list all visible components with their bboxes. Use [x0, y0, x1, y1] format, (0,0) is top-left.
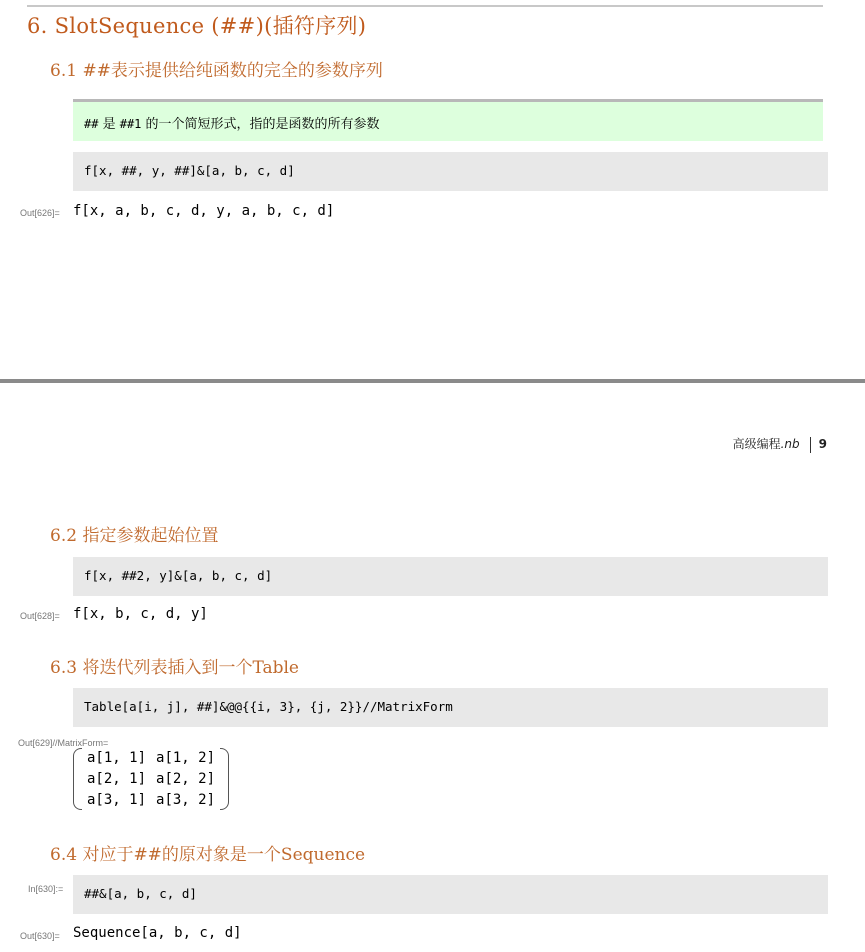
matrix-cell: a[2, 2]	[156, 770, 216, 787]
footer-extension: .nb	[780, 437, 800, 451]
input-label: In[630]:=	[28, 884, 64, 894]
matrix-row	[82, 748, 220, 769]
section-title: 6. SlotSequence (##)(插符序列)	[27, 14, 367, 38]
footer-separator	[810, 437, 811, 453]
input-cell-6-3[interactable]	[73, 688, 828, 727]
input-code[interactable]: ##&[a, b, c, d]	[84, 886, 197, 901]
output-label: Out[626]=	[20, 208, 60, 218]
page-number: 9	[818, 437, 827, 451]
output-label: Out[630]=	[20, 931, 60, 941]
section-divider	[27, 5, 823, 7]
output-label: Out[629]//MatrixForm=	[18, 738, 109, 748]
output-label: Out[628]=	[20, 611, 60, 621]
output-value: f[x, b, c, d, y]	[73, 606, 208, 622]
matrix-cell: a[1, 1]	[87, 750, 147, 767]
left-paren	[73, 748, 82, 810]
matrix-cell: a[2, 1]	[87, 770, 147, 787]
input-cell-6-2[interactable]	[73, 557, 828, 596]
right-paren	[220, 748, 229, 810]
footer-filename: 高级编程	[732, 437, 781, 451]
note-text: ## 是 ##1 的一个简短形式，指的是函数的所有参数	[84, 117, 380, 132]
matrix-output	[73, 748, 229, 810]
output-value: Sequence[a, b, c, d]	[73, 925, 242, 941]
matrix-row	[82, 769, 220, 790]
output-value: f[x, a, b, c, d, y, a, b, c, d]	[73, 203, 335, 219]
input-code[interactable]: f[x, ##2, y]&[a, b, c, d]	[84, 568, 273, 583]
input-code[interactable]: f[x, ##, y, ##]&[a, b, c, d]	[84, 163, 295, 178]
page-break-bar	[0, 379, 865, 383]
matrix-cell: a[3, 2]	[156, 791, 216, 808]
subsection-title-6-1: 6.1 ##表示提供给纯函数的完全的参数序列	[50, 61, 383, 81]
text-cell-note[interactable]	[73, 99, 823, 141]
subsection-title-6-2: 6.2 指定参数起始位置	[50, 526, 219, 546]
input-code[interactable]: Table[a[i, j], ##]&@@{{i, 3}, {j, 2}}//MatrixForm	[84, 699, 453, 714]
matrix-cell: a[3, 1]	[87, 791, 147, 808]
page-footer	[733, 435, 827, 453]
input-cell-6-1[interactable]	[73, 152, 828, 191]
subsection-title-6-3: 6.3 将迭代列表插入到一个Table	[50, 658, 299, 678]
input-cell-6-4[interactable]	[73, 875, 828, 914]
subsection-title-6-4: 6.4 对应于##的原对象是一个Sequence	[50, 845, 366, 865]
matrix-row	[82, 789, 220, 810]
matrix-table	[82, 748, 220, 810]
matrix-cell: a[1, 2]	[156, 750, 216, 767]
